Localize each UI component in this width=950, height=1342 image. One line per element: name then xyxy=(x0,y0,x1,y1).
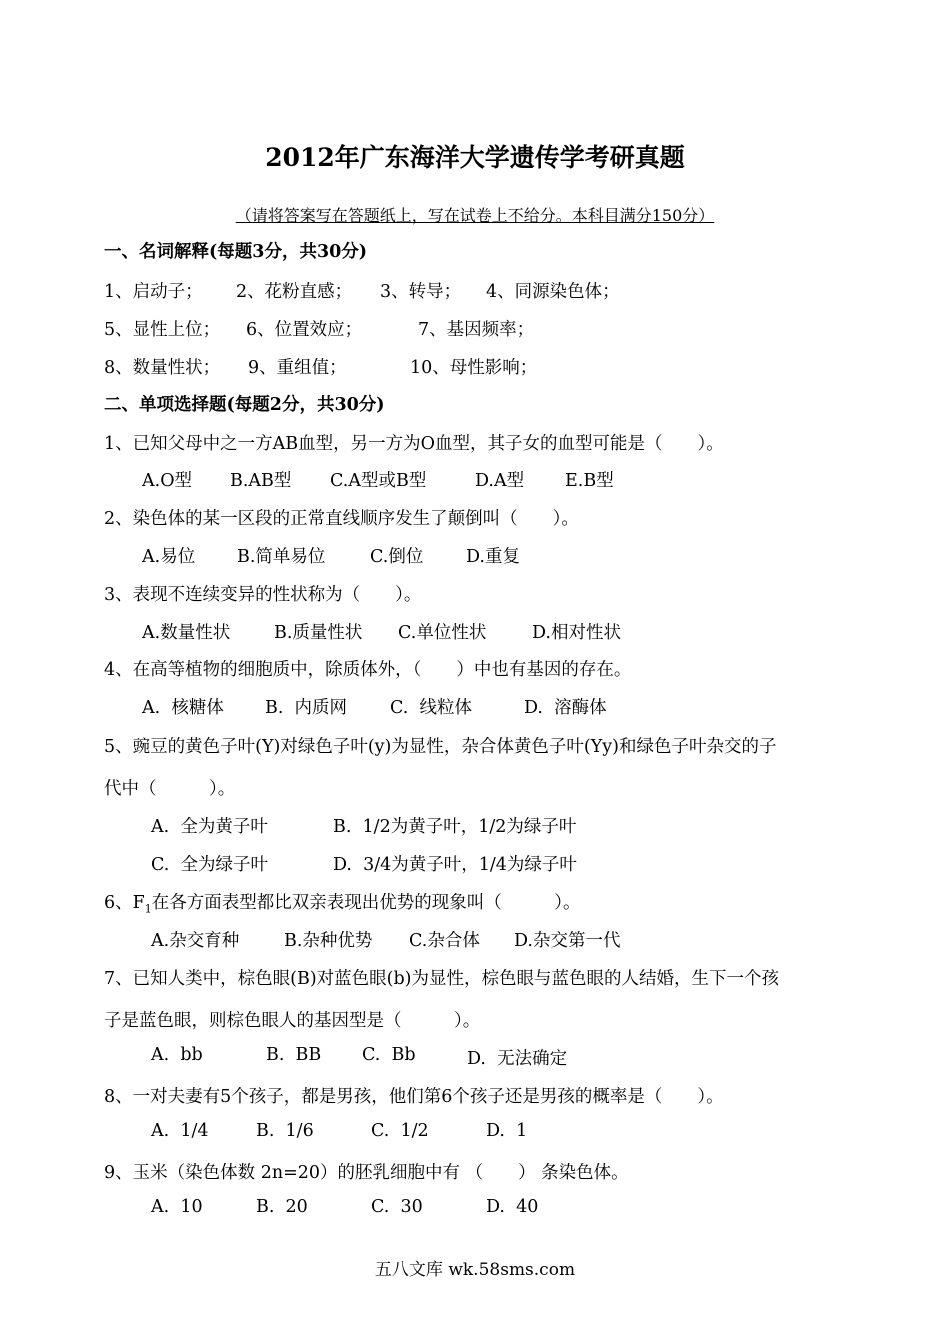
q8-option-d: D. 1 xyxy=(486,1121,528,1141)
question-3: 3、表现不连续变异的性状称为（ ）。 xyxy=(104,585,422,605)
q6-option-b: B.杂种优势 xyxy=(284,931,373,951)
q7-option-d: D. 无法确定 xyxy=(467,1049,568,1069)
q5-option-a: A. 全为黄子叶 xyxy=(151,817,268,837)
question-9: 9、玉米（染色体数 2n=20）的胚乳细胞中有 （ ） 条染色体。 xyxy=(104,1163,629,1183)
q9-option-d: D. 40 xyxy=(486,1197,539,1217)
q9-option-c: C. 30 xyxy=(371,1197,423,1217)
q5-option-d: D. 3/4为黄子叶，1/4为绿子叶 xyxy=(333,855,577,875)
q6-option-a: A.杂交育种 xyxy=(151,931,240,951)
q6-option-d: D.杂交第一代 xyxy=(514,931,621,951)
q5-option-b: B. 1/2为黄子叶，1/2为绿子叶 xyxy=(333,817,577,837)
question-7-line2: 子是蓝色眼，则棕色眼人的基因型是（ ）。 xyxy=(104,1011,481,1031)
page-title: 2012年广东海洋大学遗传学考研真题 xyxy=(265,143,685,172)
q1-option-d: D.A型 xyxy=(475,471,525,491)
q2-option-a: A.易位 xyxy=(142,547,196,567)
q7-option-c: C. Bb xyxy=(362,1045,416,1065)
q2-option-c: C.倒位 xyxy=(370,547,424,567)
question-5-line2: 代中（ ）。 xyxy=(104,779,236,799)
q5-option-c: C. 全为绿子叶 xyxy=(151,855,268,875)
section1-heading: 一、名词解释(每题3分，共30分) xyxy=(104,242,368,262)
q9-option-b: B. 20 xyxy=(256,1197,308,1217)
term-2: 2、花粉直感； xyxy=(236,282,353,302)
term-9: 9、重组值； xyxy=(248,358,347,378)
term-10: 10、母性影响； xyxy=(410,358,538,378)
q2-option-b: B.简单易位 xyxy=(237,547,326,567)
page-footer: 五八文库 wk.58sms.com xyxy=(374,1260,576,1280)
question-7-line1: 7、已知人类中，棕色眼(B)对蓝色眼(b)为显性，棕色眼与蓝色眼的人结婚，生下一个孩 xyxy=(104,969,780,989)
term-7: 7、基因频率； xyxy=(418,320,535,340)
question-6-subscript: 1 xyxy=(144,902,152,916)
question-2: 2、染色体的某一区段的正常直线顺序发生了颠倒叫（ ）。 xyxy=(104,509,579,529)
question-4: 4、在高等植物的细胞质中，除质体外，（ ）中也有基因的存在。 xyxy=(104,660,632,680)
term-6: 6、位置效应； xyxy=(246,320,363,340)
q7-option-b: B. BB xyxy=(266,1045,322,1065)
q3-option-c: C.单位性状 xyxy=(398,623,487,643)
q1-option-a: A.O型 xyxy=(142,471,193,491)
q1-option-b: B.AB型 xyxy=(230,471,292,491)
q4-option-b: B. 内质网 xyxy=(265,698,348,718)
term-3: 3、转导； xyxy=(380,282,462,302)
q1-option-e: E.B型 xyxy=(565,471,614,491)
q8-option-a: A. 1/4 xyxy=(151,1121,209,1141)
term-1: 1、启动子； xyxy=(104,282,203,302)
question-6-text: 在各方面表型都比双亲表现出优势的现象叫（ ）。 xyxy=(151,893,581,913)
term-5: 5、显性上位； xyxy=(104,320,221,340)
question-8: 8、一对夫妻有5个孩子，都是男孩，他们第6个孩子还是男孩的概率是（ ）。 xyxy=(104,1087,724,1107)
q8-option-b: B. 1/6 xyxy=(256,1121,314,1141)
q8-option-c: C. 1/2 xyxy=(371,1121,429,1141)
question-6-prefix: 6、F xyxy=(104,893,145,913)
q3-option-b: B.质量性状 xyxy=(274,623,363,643)
q9-option-a: A. 10 xyxy=(151,1197,203,1217)
page-subtitle xyxy=(0,203,950,226)
question-5-line1: 5、豌豆的黄色子叶(Y)对绿色子叶(y)为显性，杂合体黄色子叶(Yy)和绿色子叶杂交的子 xyxy=(104,737,777,757)
q3-option-d: D.相对性状 xyxy=(532,623,621,643)
term-4: 4、同源染色体； xyxy=(486,282,620,302)
question-1: 1、已知父母中之一方AB血型，另一方为O血型，其子女的血型可能是（ ）。 xyxy=(104,434,724,454)
q4-option-a: A. 核糖体 xyxy=(142,698,224,718)
term-8: 8、数量性状； xyxy=(104,358,221,378)
q4-option-d: D. 溶酶体 xyxy=(524,698,607,718)
q4-option-c: C. 线粒体 xyxy=(390,698,472,718)
q2-option-d: D.重复 xyxy=(466,547,520,567)
q6-option-c: C.杂合体 xyxy=(409,931,480,951)
question-6 xyxy=(104,889,581,916)
q3-option-a: A.数量性状 xyxy=(142,623,231,643)
q1-option-c: C.A型或B型 xyxy=(330,471,427,491)
subtitle-text: （请将答案写在答题纸上，写在试卷上不给分。本科目满分150分） xyxy=(235,206,715,225)
q7-option-a: A. bb xyxy=(151,1045,203,1065)
section2-heading: 二、单项选择题(每题2分，共30分) xyxy=(104,395,385,415)
